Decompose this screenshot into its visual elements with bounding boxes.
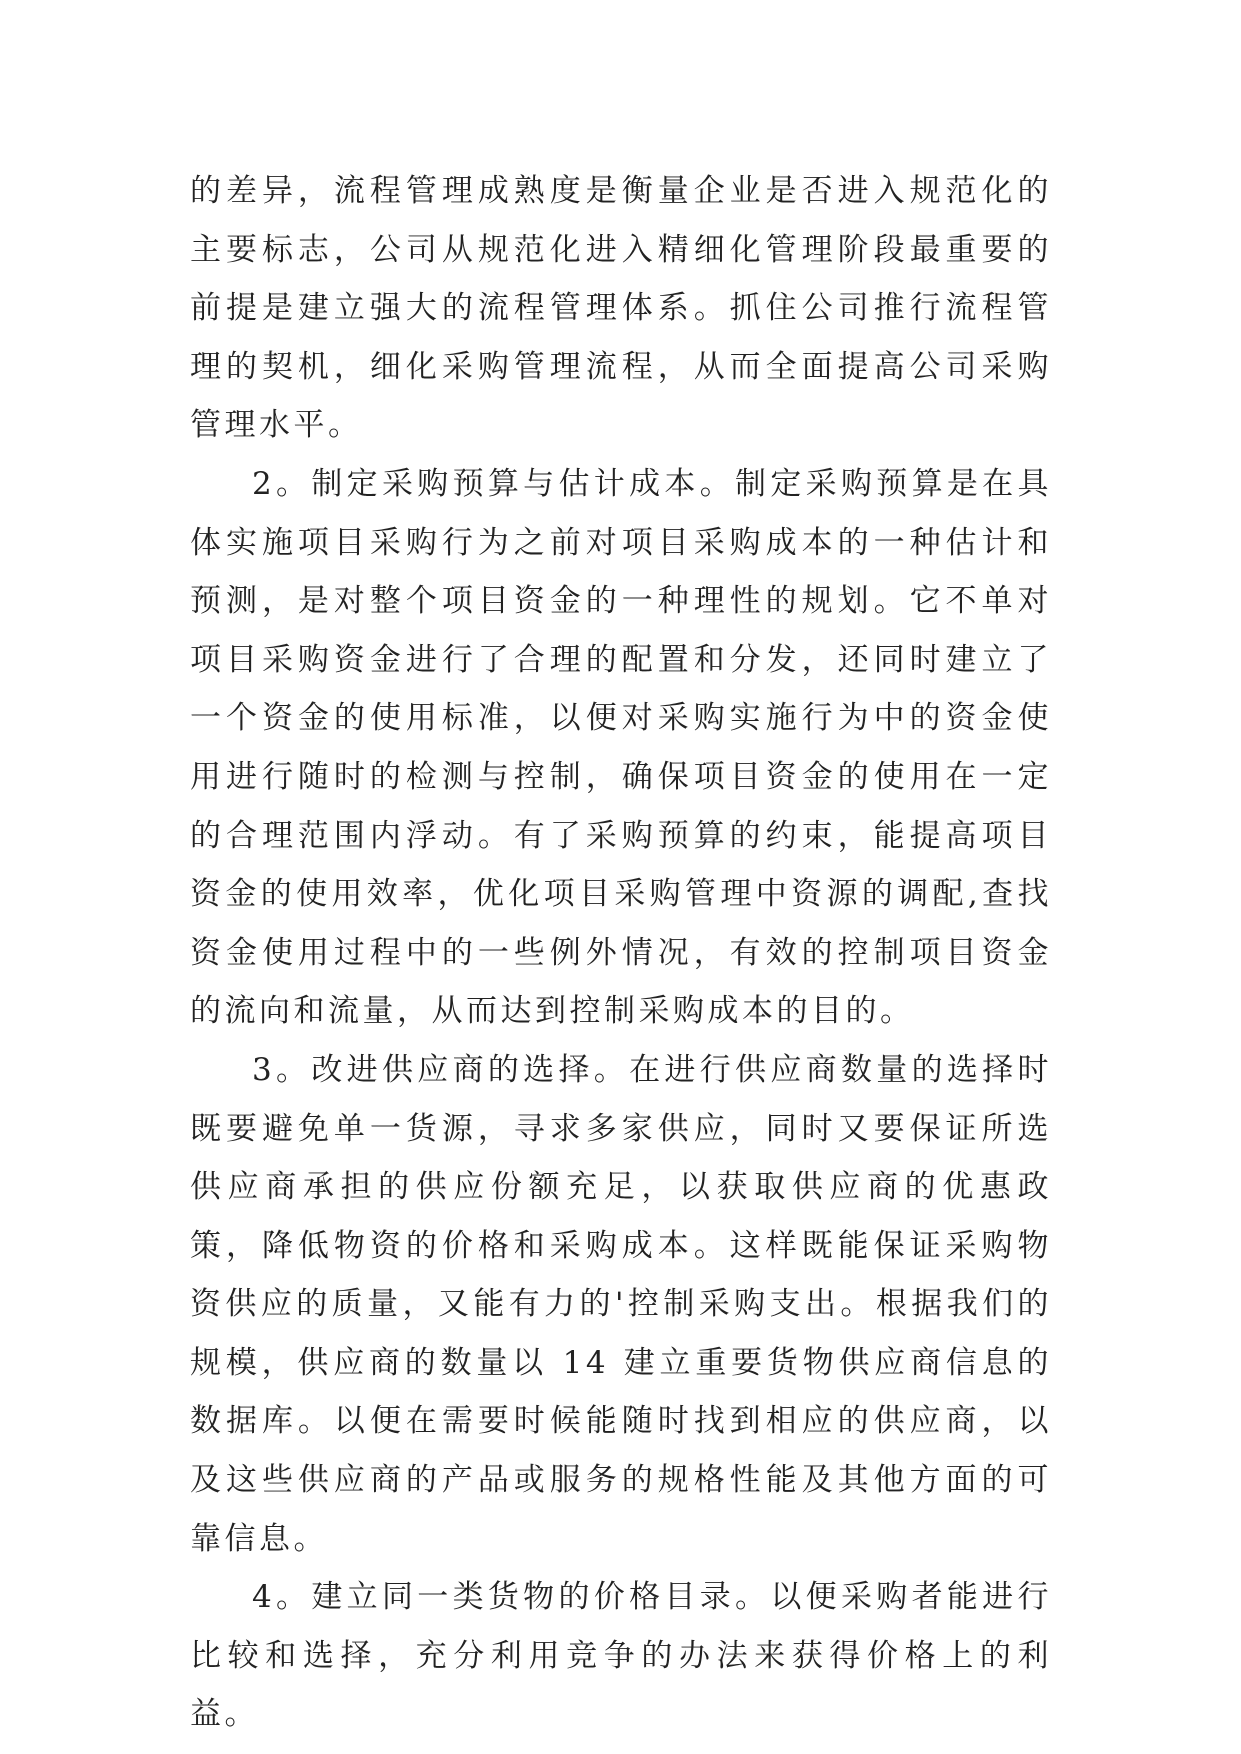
paragraph-price-catalog: 4。建立同一类货物的价格目录。以便采购者能进行比较和选择，充分利用竞争的办法来获得价格上的利益。 — [190, 1579, 1052, 1733]
paragraph-procurement-budget: 2。制定采购预算与估计成本。制定采购预算是在具体实施项目采购行为之前对项目采购成本的一种估计和预测，是对整个项目资金的一种理性的规划。它不单对项目采购资金进行了合理的配置和分发，还同时建立了一个资金的使用标准，以便对采购实施行为中的资金使用进行随时的检测与控制，确保项目资金的使用在一定的合理范围内浮动。有了采购预算的约束，能提高项目资金的使用效率，优化项目采购管理中资源的调配,查找资金使用过程中的一些例外情况，有效的控制项目资金的流向和流量，从而达到控制采购成本的目的。 — [190, 465, 1052, 1030]
paragraph-continuation: 的差异，流程管理成熟度是衡量企业是否进入规范化的主要标志，公司从规范化进入精细化管理阶段最重要的前提是建立强大的流程管理体系。抓住公司推行流程管理的契机，细化采购管理流程，从而全面提高公司采购管理水平。 — [190, 173, 1052, 444]
paragraph-supplier-selection: 3。改进供应商的选择。在进行供应商数量的选择时既要避免单一货源，寻求多家供应，同时又要保证所选供应商承担的供应份额充足，以获取供应商的优惠政策，降低物资的价格和采购成本。这样既能保证采购物资供应的质量，又能有力的'控制采购支出。根据我们的规模，供应商的数量以 14 建立重要货物供应商信息的数据库。以便在需要时候能随时找到相应的供应商，以及这些供应商的产品或服务的规格性能及其他方面的可靠信息。 — [190, 1051, 1052, 1557]
document-body — [190, 162, 1052, 1744]
